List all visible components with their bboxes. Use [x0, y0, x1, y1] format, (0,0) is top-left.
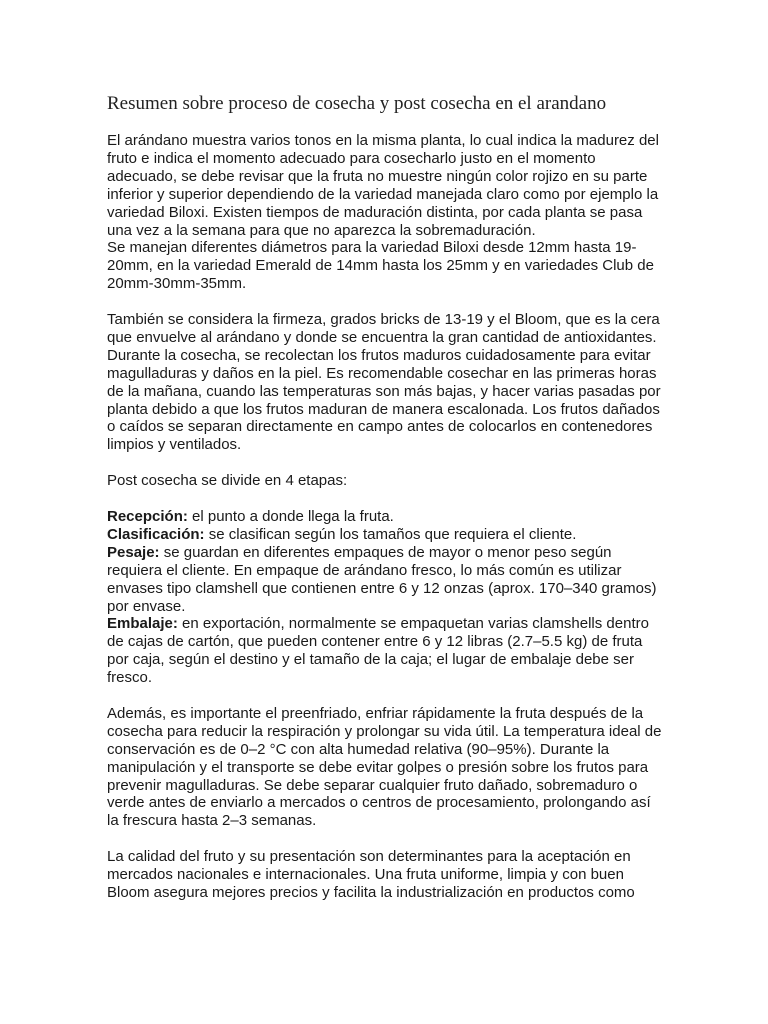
- stage-label: Pesaje:: [107, 543, 160, 561]
- paragraph-gap: [107, 830, 663, 848]
- paragraph-calidad: La calidad del fruto y su presentación son determinantes para la aceptación en mercados nacionales e internacionales. Una fruta uniforme, limpia y con buen Bloom asegura mejores precios y facilita la industrialización en productos como: [107, 848, 635, 901]
- stage-label: Recepción:: [107, 507, 188, 525]
- stage-label: Embalaje:: [107, 615, 178, 633]
- stage-pesaje: [107, 544, 663, 616]
- document-body: [107, 132, 663, 902]
- stage-text: en exportación, normalmente se empaquetan varias clamshells dentro de cajas de cartón, que pueden contener entre 6 y 12 libras (2.7–5.5 kg) de fruta por caja, según el destino y el tamaño de la caja; el lugar de embalaje debe ser fresco.: [107, 615, 649, 687]
- paragraph-gap: [107, 490, 663, 508]
- stage-recepcion: [107, 508, 663, 526]
- stage-embalaje: [107, 615, 663, 687]
- paragraph-gap: [107, 293, 663, 311]
- paragraph-harvest: También se considera la firmeza, grados bricks de 13-19 y el Bloom, que es la cera que envuelve al arándano y donde se encuentra la gran cantidad de antioxidantes. Durante la cosecha, se recolectan los frutos maduros cuidadosamente para evitar magulladuras y daños en la piel. Es recomendable cosechar en las primeras horas de la mañana, cuando las temperaturas son más bajas, y hacer varias pasadas por planta debido a que los frutos maduran de manera escalonada. Los frutos dañados o caídos se separan directamente en campo antes de colocarlos en contenedores limpios y ventilados.: [107, 311, 661, 454]
- paragraph-gap: [107, 454, 663, 472]
- stage-clasificacion: [107, 526, 663, 544]
- document-title: Resumen sobre proceso de cosecha y post cosecha en el arandano: [107, 93, 607, 114]
- stage-text: el punto a donde llega la fruta.: [187, 507, 394, 525]
- stage-text: se clasifican según los tamaños que requiera el cliente.: [204, 525, 577, 543]
- paragraph-preenfriado: Además, es importante el preenfriado, enfriar rápidamente la fruta después de la cosecha para reducir la respiración y prolongar su vida útil. La temperatura ideal de conservación es de 0–2 °C con alta humedad relativa (90–95%). Durante la manipulación y el transporte se debe evitar golpes o presión sobre los frutos para prevenir magulladuras. Se debe separar cualquier fruto dañado, sobremaduro o verde antes de enviarlo a mercados o centros de procesamiento, prolongando así la frescura hasta 2–3 semanas.: [107, 704, 662, 830]
- paragraph-ripeness: El arándano muestra varios tonos en la misma planta, lo cual indica la madurez del fruto e indica el momento adecuado para cosecharlo justo en el momento adecuado, se debe revisar que la fruta no muestre ningún color rojizo en su parte inferior y superior dependiendo de la variedad manejada claro como por ejemplo la variedad Biloxi. Existen tiempos de maduración distinta, por cada planta se pasa una vez a la semana para que no aparezca la sobremaduración.: [107, 132, 659, 239]
- postcosecha-intro: Post cosecha se divide en 4 etapas:: [107, 472, 348, 490]
- stage-text: se guardan en diferentes empaques de mayor o menor peso según requiera el cliente. En empaque de arándano fresco, lo más común es utilizar envases tipo clamshell que contienen entre 6 y 12 onzas (aprox. 170–340 gramos) por envase.: [107, 543, 657, 615]
- paragraph-gap: [107, 687, 663, 705]
- stage-label: Clasificación:: [107, 525, 205, 543]
- paragraph-diameters: Se manejan diferentes diámetros para la variedad Biloxi desde 12mm hasta 19-20mm, en la variedad Emerald de 14mm hasta los 25mm y en variedades Club de 20mm-30mm-35mm.: [107, 239, 654, 293]
